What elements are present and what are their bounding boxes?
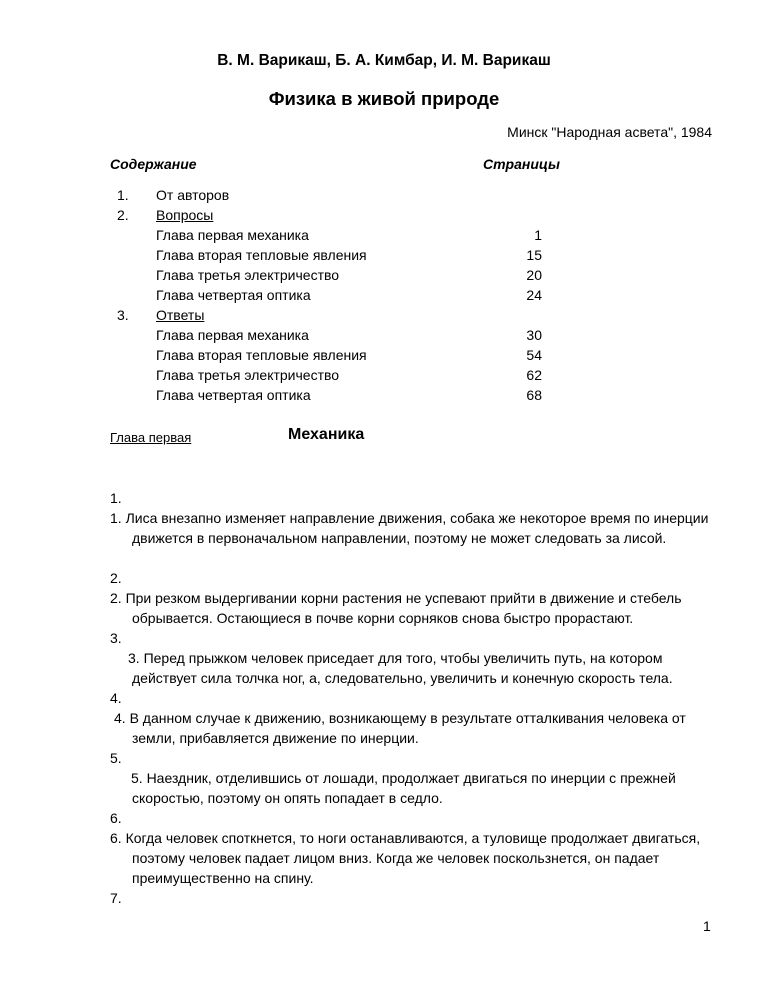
toc-chapter-item: Глава четвертая оптика xyxy=(156,387,311,403)
toc-chapter-item: Глава вторая тепловые явления xyxy=(156,347,367,363)
authors: В. М. Варикаш, Б. А. Кимбар, И. М. Варикаш xyxy=(217,52,551,69)
publisher: Минск "Народная асвета", 1984 xyxy=(507,124,712,140)
toc-page-number: 68 xyxy=(526,387,542,403)
toc-page-number: 1 xyxy=(534,227,542,243)
toc-heading-contents: Содержание xyxy=(110,156,197,172)
chapter-title: Механика xyxy=(288,426,365,443)
answer-text: 1. Лиса внезапно изменяет направление движения, собака же некоторое время по инерции движется в первоначальном направлении, поэтому не может следовать за лисой. xyxy=(110,510,709,546)
page-number: 1 xyxy=(703,918,711,934)
toc-chapter-item: Глава первая механика xyxy=(156,327,309,343)
toc-section-authors: От авторов xyxy=(156,187,230,203)
answer-marker: 1. xyxy=(110,490,122,506)
toc-page-number: 15 xyxy=(526,247,542,263)
toc-section-number: 1. xyxy=(117,187,129,203)
answer-marker: 3. xyxy=(110,630,122,646)
answer-text: 2. При резком выдергивании корни растения не успевают прийти в движение и стебель обрывается. Остающиеся в почве корни сорняков снова быстро прорастают. xyxy=(110,590,682,626)
answer-marker: 5. xyxy=(110,750,122,766)
toc-page-number: 24 xyxy=(526,287,542,303)
toc-page-number: 62 xyxy=(526,367,542,383)
toc-chapter-item: Глава четвертая оптика xyxy=(156,287,311,303)
answer-marker: 7. xyxy=(110,890,122,906)
toc-page-number: 30 xyxy=(526,327,542,343)
toc-section-number: 2. xyxy=(117,207,129,223)
toc-page-number: 20 xyxy=(526,267,542,283)
book-title: Физика в живой природе xyxy=(268,88,500,109)
answer-marker: 6. xyxy=(110,810,122,826)
toc-chapter-item: Глава третья электричество xyxy=(156,367,340,383)
answer-text: 5. Наездник, отделившись от лошади, продолжает двигаться по инерции с прежней скоростью, поэтому он опять попадает в седло. xyxy=(131,770,676,806)
toc-section-answers[interactable]: Ответы xyxy=(156,307,205,323)
answer-marker: 2. xyxy=(110,570,122,586)
toc-chapter-item: Глава первая механика xyxy=(156,227,309,243)
answer-text: 6. Когда человек споткнется, то ноги останавливаются, а туловище продолжает двигаться, поэтому человек падает лицом вниз. Когда же человек поскользнется, он падает преимущественно на спину. xyxy=(110,830,701,886)
answer-text: 4. В данном случае к движению, возникающему в результате отталкивания человека от земли, прибавляется движение по инерции. xyxy=(114,710,686,746)
toc-page-number: 54 xyxy=(526,347,542,363)
answer-marker: 4. xyxy=(110,690,122,706)
toc-chapter-item: Глава третья электричество xyxy=(156,267,340,283)
chapter-label[interactable]: Глава первая xyxy=(110,430,192,445)
toc-heading-pages: Страницы xyxy=(483,156,560,172)
toc-section-questions[interactable]: Вопросы xyxy=(156,207,214,223)
toc-section-number: 3. xyxy=(117,307,129,323)
toc-chapter-item: Глава вторая тепловые явления xyxy=(156,247,367,263)
answer-text: 3. Перед прыжком человек приседает для того, чтобы увеличить путь, на котором действует сила толчка ног, а, следовательно, увеличить и конечную скорость тела. xyxy=(128,650,673,686)
